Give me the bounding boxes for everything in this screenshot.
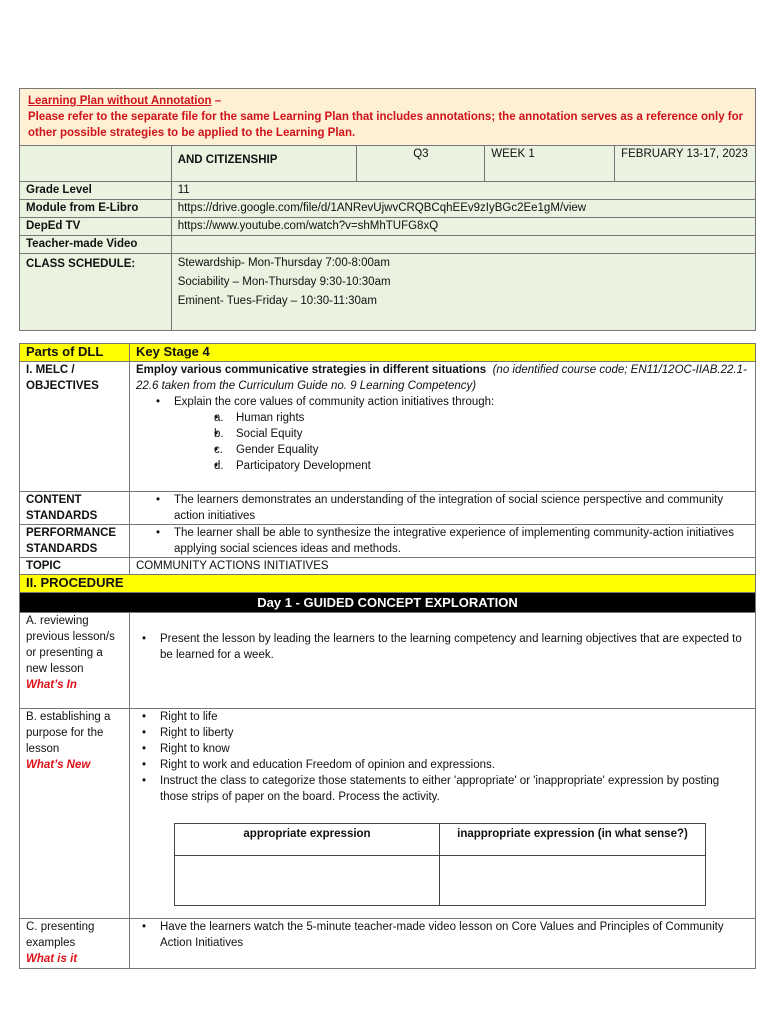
inappropriate-header: inappropriate expression (in what sense?): [440, 824, 706, 856]
day-heading: Day 1 - GUIDED CONCEPT EXPLORATION: [20, 593, 756, 613]
melc-label: I. MELC / OBJECTIVES: [20, 362, 130, 492]
appropriate-cell[interactable]: [175, 856, 440, 906]
schedule-line: Eminent- Tues-Friday – 10:30-11:30am: [177, 295, 377, 307]
step-a-tag: What’s In: [26, 679, 77, 691]
expression-table: [174, 823, 706, 906]
step-b-cell: [130, 709, 756, 919]
step-c-tag: What is it: [26, 953, 78, 965]
grade-level-label: Grade Level: [20, 182, 172, 200]
melc-list: [136, 394, 749, 474]
subject-name: AND CITIZENSHIP: [171, 146, 357, 182]
deped-tv-label: DepEd TV: [20, 218, 172, 236]
subject-label-cell: [20, 146, 172, 182]
step-b-label: B. establishing a purpose for the lesson: [26, 711, 111, 755]
performance-standards-cell: [130, 525, 756, 558]
list-item: • a. Human rights: [214, 410, 749, 426]
performance-standards-label: PERFORMANCE STANDARDS: [20, 525, 130, 558]
schedule-line: Stewardship- Mon-Thursday 7:00-8:00am: [177, 257, 390, 269]
melc-cell: [130, 362, 756, 492]
list-item: • Present the lesson by leading the learners to the learning competency and learning objectives that are expected to be learned for a week.: [142, 631, 749, 663]
step-c-label-cell: [20, 919, 130, 969]
topic-value: COMMUNITY ACTIONS INITIATIVES: [130, 558, 756, 575]
list-item: • Right to liberty: [142, 725, 749, 741]
teacher-video-label: Teacher-made Video: [20, 236, 172, 254]
schedule-cell: [171, 254, 755, 331]
lesson-header-table: [19, 88, 756, 331]
list-item: • Instruct the class to categorize those statements to either 'appropriate' or 'inappropriate' expression by posting those strips of paper on the board. Process the activity.: [142, 773, 749, 805]
melc-note: (no identified course code; EN11/12OC-IIAB.22.1-22.6 taken from the Curriculum Guide no. 9 Learning Competency): [136, 364, 747, 392]
list-item: • Have the learners watch the 5-minute teacher-made video lesson on Core Values and Principles of Community Action Initiatives: [142, 919, 749, 951]
core-values-list: [174, 410, 749, 474]
content-standards-label: CONTENT STANDARDS: [20, 492, 130, 525]
list-item: • The learner shall be able to synthesize the integrative experience of implementing community-action initiatives applying social sciences ideas and methods.: [156, 525, 749, 557]
list-item: • c. Gender Equality: [214, 442, 749, 458]
schedule-label: CLASS SCHEDULE:: [20, 254, 172, 331]
step-b-label-cell: [20, 709, 130, 919]
key-stage-header: Key Stage 4: [130, 344, 756, 362]
list-item: • d. Participatory Development: [214, 458, 749, 474]
appropriate-header: appropriate expression: [175, 824, 440, 856]
list-item: • Right to work and education Freedom of opinion and expressions.: [142, 757, 749, 773]
step-a-cell: [130, 613, 756, 709]
step-c-label: C. presenting examples: [26, 921, 95, 949]
module-link[interactable]: https://drive.google.com/file/d/1ANRevUjwvCRQBCqhEEv9zIyBGc2Ee1gM/view: [171, 200, 755, 218]
topic-label: TOPIC: [20, 558, 130, 575]
notice-body: Please refer to the separate file for the same Learning Plan that includes annotations; the annotation serves as a reference only for other possible strategies to be applied to the Learning Plan.: [28, 111, 744, 139]
grade-level-value: 11: [171, 182, 755, 200]
step-a-label: A. reviewing previous lesson/s or presenting a new lesson: [26, 615, 115, 675]
step-b-tag: What’s New: [26, 759, 91, 771]
content-standards-cell: [130, 492, 756, 525]
notice-title: Learning Plan without Annotation: [28, 95, 212, 107]
dates: FEBRUARY 13-17, 2023: [615, 146, 756, 182]
list-item: • The learners demonstrates an understanding of the integration of social science perspective and community action initiatives: [156, 492, 749, 524]
week: WEEK 1: [485, 146, 615, 182]
parts-of-dll-header: Parts of DLL: [20, 344, 130, 362]
list-item: • Right to life: [142, 709, 749, 725]
teacher-video-value: [171, 236, 755, 254]
dll-table: [19, 343, 756, 969]
schedule-line: Sociability – Mon-Thursday 9:30-10:30am: [177, 276, 391, 288]
deped-tv-link[interactable]: https://www.youtube.com/watch?v=shMhTUFG8xQ: [171, 218, 755, 236]
annotation-notice: [20, 89, 756, 146]
procedure-heading: II. PROCEDURE: [20, 575, 756, 593]
list-item: • b. Social Equity: [214, 426, 749, 442]
step-c-cell: [130, 919, 756, 969]
inappropriate-cell[interactable]: [440, 856, 706, 906]
notice-dash: –: [211, 95, 222, 107]
melc-competency: Employ various communicative strategies in different situations: [136, 364, 487, 376]
list-item: • Right to know: [142, 741, 749, 757]
list-item: • Explain the core values of community action initiatives through: • a. Human rights • b. Social Equity • c. Gender Equality • d. Participatory Development: [156, 394, 749, 474]
quarter: Q3: [357, 146, 485, 182]
module-label: Module from E-Libro: [20, 200, 172, 218]
step-a-label-cell: [20, 613, 130, 709]
